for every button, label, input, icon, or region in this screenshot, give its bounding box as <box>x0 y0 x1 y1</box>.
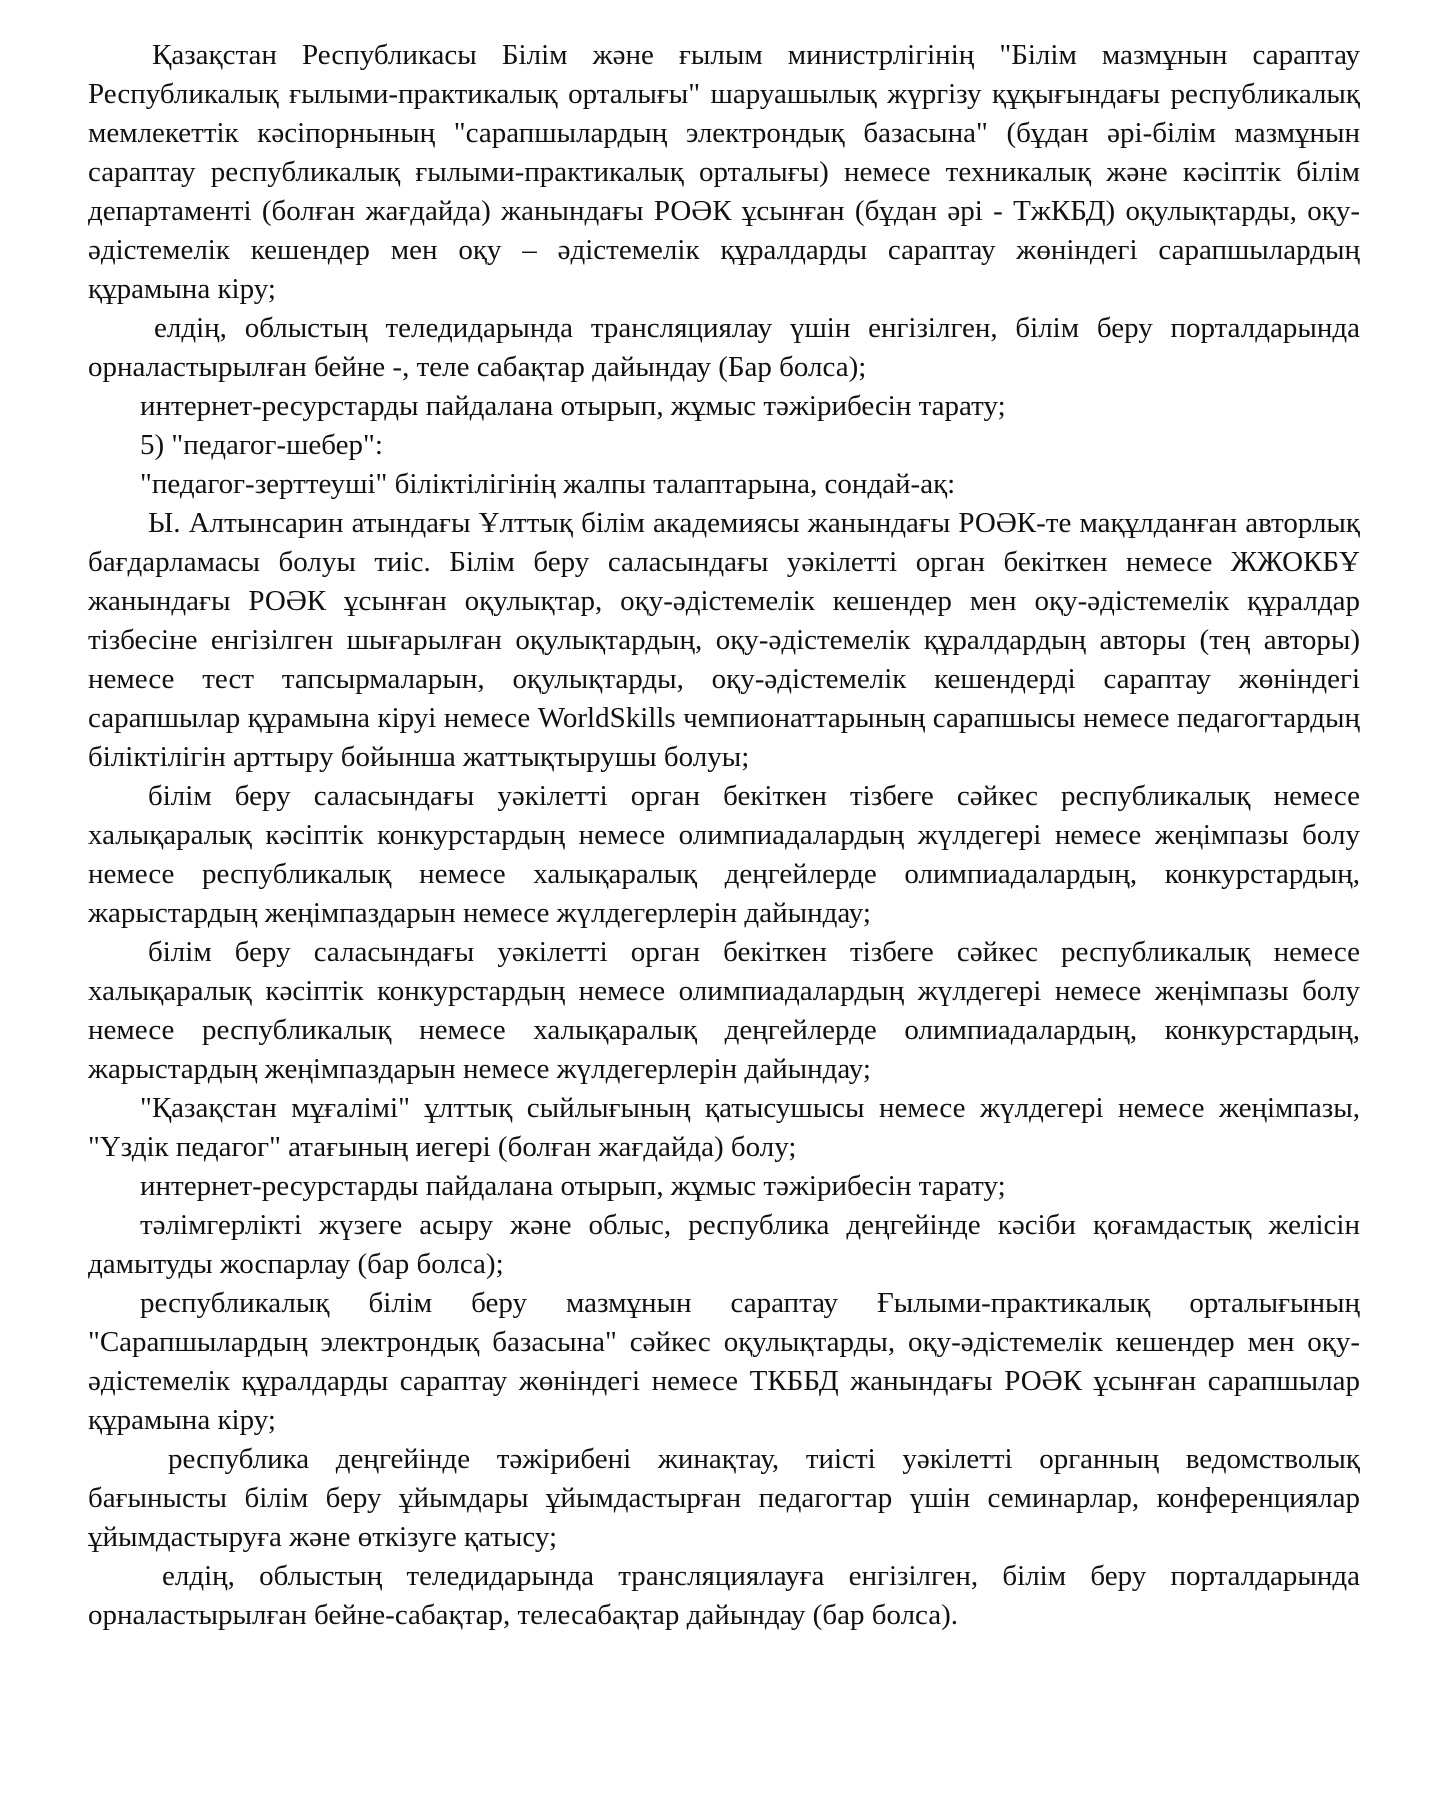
paragraph-item-5-heading: 5) "педагог-шебер": <box>140 429 383 461</box>
paragraph-tv-lessons: елдің, облыстың теледидарында трансляциялау үшін енгізілген, білім беру порталдарында орналастырылған бейне -, теле сабақтар дайындау (Бар болса); <box>88 312 1360 383</box>
paragraph-share-experience-repeat: интернет-ресурстарды пайдалана отырып, жұмыс тәжірибесін тарату; <box>140 1170 1006 1202</box>
paragraph-seminars: республика деңгейінде тәжірибені жинақтау, тиісті уәкілетті органның ведомстволық бағынысты білім беру ұйымдары ұйымдастырған педагогтар үшін семинарлар, конференциялар ұйымдастыруға және өткізуге қатысу; <box>88 1443 1360 1553</box>
paragraph-general-requirements: "педагог-зерттеуші" біліктілігінің жалпы талаптарына, сондай-ақ: <box>140 468 956 500</box>
paragraph-teacher-award: "Қазақстан мұғалімі" ұлттық сыйлығының қатысушысы немесе жүлдегері немесе жеңімпазы, "Үздік педагог" атағының иегері (болған жағдайда) болу; <box>88 1092 1360 1163</box>
paragraph-expert-base: Қазақстан Республикасы Білім және ғылым министрлігінің "Білім мазмұнын сараптау Республикалық ғылыми-практикалық орталығы" шаруашылық жүргізу құқығындағы республикалық мемлекеттік кәсіпорнының "сарапшылардың электрондық базасына" (бұдан әрі-білім мазмұнын сараптау республикалық ғылыми-практикалық орталығы) немесе техникалық және кәсіптік білім департаменті (болған жағдайда) жанындағы РОӘК ұсынған (бұдан әрі - ТжКБД) оқулықтарды, оқу-әдістемелік кешендер мен оқу – әдістемелік құралдарды сараптау жөніндегі сарапшылардың құрамына кіру; <box>88 39 1360 305</box>
paragraph-mentoring: тәлімгерлікті жүзеге асыру және облыс, республика деңгейінде кәсіби қоғамдастық желісін дамытуды жоспарлау (бар болса); <box>88 1209 1360 1280</box>
document-page <box>88 36 1360 1635</box>
paragraph-video-lessons: елдің, облыстың теледидарында трансляциялауға енгізілген, білім беру порталдарында орналастырылған бейне-сабақтар, телесабақтар дайындау (бар болса). <box>88 1560 1360 1631</box>
paragraph-share-experience: интернет-ресурстарды пайдалана отырып, жұмыс тәжірибесін тарату; <box>140 390 1006 422</box>
paragraph-competitions-repeat: білім беру саласындағы уәкілетті орган бекіткен тізбеге сәйкес республикалық немесе халықаралық кәсіптік конкурстардың немесе олимпиадалардың жүлдегері немесе жеңімпазы болу немесе республикалық немесе халықаралық деңгейлерде олимпиадалардың, конкурстардың, жарыстардың жеңімпаздарын немесе жүлдегерлерін дайындау; <box>88 936 1360 1085</box>
paragraph-competitions: білім беру саласындағы уәкілетті орган бекіткен тізбеге сәйкес республикалық немесе халықаралық кәсіптік конкурстардың немесе олимпиадалардың жүлдегері немесе жеңімпазы болу немесе республикалық немесе халықаралық деңгейлерде олимпиадалардың, конкурстардың, жарыстардың жеңімпаздарын немесе жүлдегерлерін дайындау; <box>88 780 1360 929</box>
paragraph-republic-expert-base: республикалық білім беру мазмұнын сараптау Ғылыми-практикалық орталығының "Сарапшылардың электрондық базасына" сәйкес оқулықтарды, оқу-әдістемелік кешендер мен оқу-әдістемелік құралдарды сараптау жөніндегі немесе ТКББД жанындағы РОӘК ұсынған сарапшылар құрамына кіру; <box>88 1287 1360 1436</box>
paragraph-author-program: Ы. Алтынсарин атындағы Ұлттық білім академиясы жанындағы РОӘК-те мақұлданған авторлық бағдарламасы болуы тиіс. Білім беру саласындағы уәкілетті орган бекіткен немесе ЖЖОКБҰ жанындағы РОӘК ұсынған оқулықтар, оқу-әдістемелік кешендер мен оқу-әдістемелік құралдар тізбесіне енгізілген шығарылған оқулықтардың, оқу-әдістемелік құралдардың авторы (тең авторы) немесе тест тапсырмаларын, оқулықтарды, оқу-әдістемелік кешендерді сараптау жөніндегі сарапшылар құрамына кіруі немесе WorldSkills чемпионаттарының сарапшысы немесе педагогтардың біліктілігін арттыру бойынша жаттықтырушы болуы; <box>88 507 1360 773</box>
